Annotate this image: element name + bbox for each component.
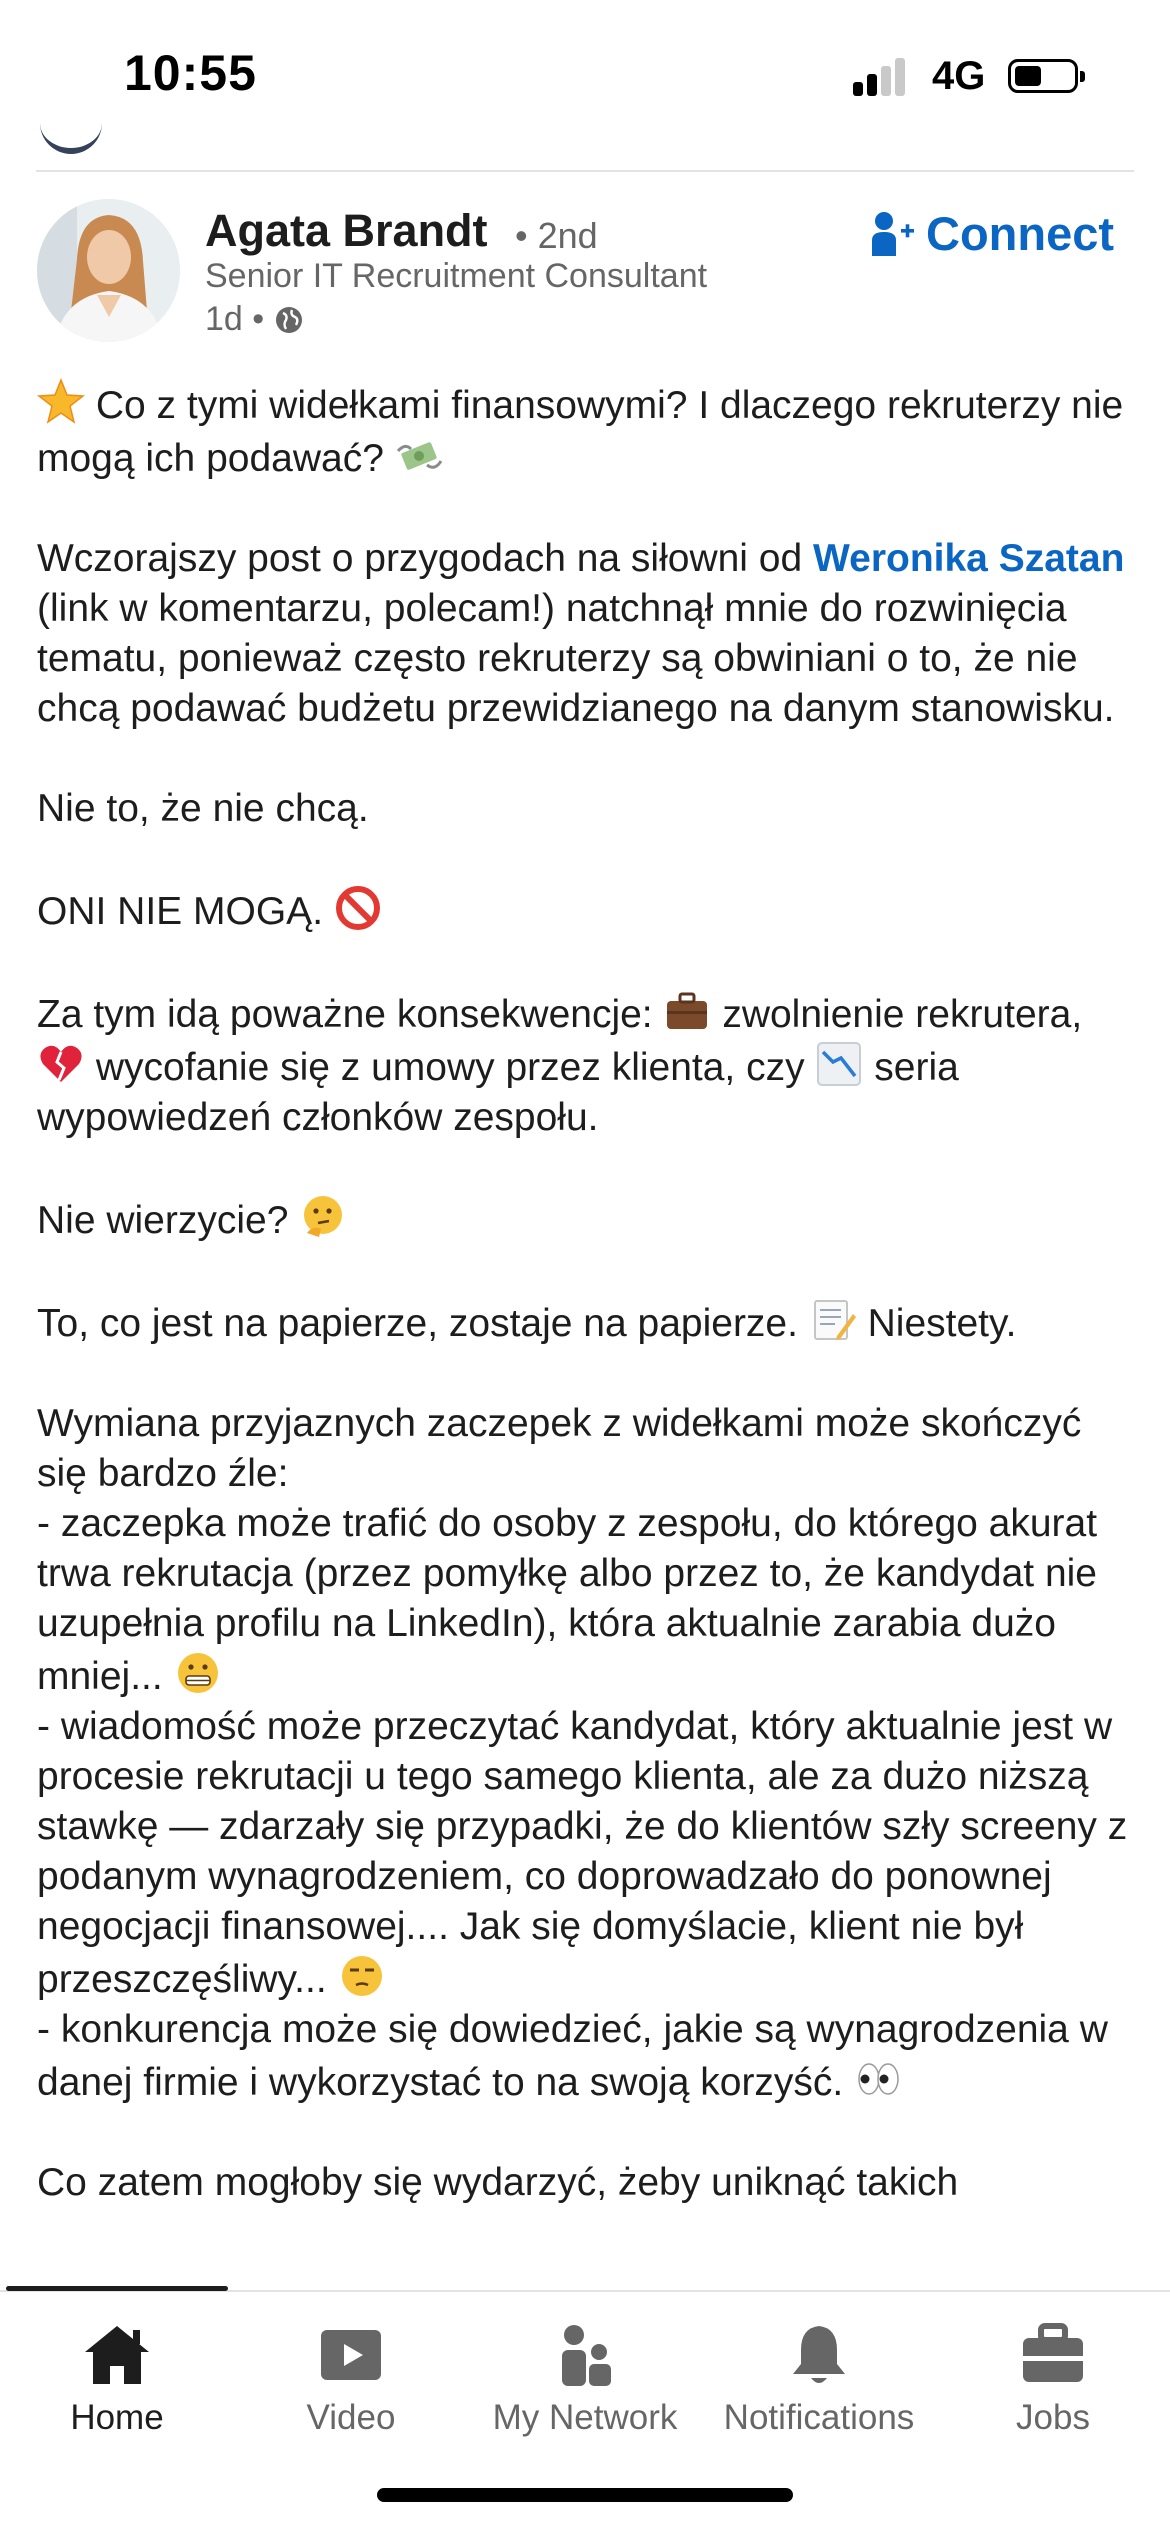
video-icon [315,2322,387,2388]
post-age: 1d • [205,300,265,338]
briefcase-emoji-icon [663,987,711,1035]
no-entry-icon [334,884,382,932]
post-paragraph: Nie wierzycie? [37,1193,1137,1246]
post-meta [205,300,304,339]
signal-icon [853,58,909,96]
post-paragraph: - konkurencja może się dowiedzieć, jakie są wynagrodzenia w danej firmie i wykorzystać to na swoją korzyść. [37,2008,1119,2104]
nav-item-notifications[interactable]: Notifications [702,2304,936,2444]
money-with-wings-icon [395,431,443,479]
unamused-face-icon [338,1952,386,2000]
home-icon [81,2322,153,2388]
nav-active-indicator [6,2286,228,2291]
post-paragraph: To, co jest na papierze, zostaje na papierze. Niestety. [37,1296,1137,1349]
battery-icon [1008,59,1078,93]
author-name[interactable]: Agata Brandt [205,205,488,256]
network-type: 4G [932,54,986,98]
thinking-face-icon [299,1193,347,1241]
post-paragraph: - wiadomość może przeczytać kandydat, który aktualnie jest w procesie rekrutacji u tego samego klienta, ale za dużo niższą stawkę — zdarzały się przypadki, że do klientów szły screeny z podanym wynagrodzeniem, co doprowadzało do ponownej negocjacji finansowej.... Jak się domyślacie, klient nie był przeszczęśliwy... [37,1705,1139,2001]
feed-divider [36,170,1134,172]
post-paragraph: Nie to, że nie chcą. [37,787,369,830]
post-paragraph: Wczorajszy post o przygodach na siłowni od Weronika Szatan (link w komentarzu, polecam!) natchnął mnie do rozwinięcia tematu, ponieważ często rekruterzy są obwiniani o to, że nie chcą podawać budżetu przewidzianego na danym stanowisku. [37,537,1136,730]
connection-degree: • 2nd [515,215,598,256]
connect-button[interactable] [872,203,1114,263]
glowing-star-icon [37,378,85,426]
chart-decreasing-icon [815,1040,863,1088]
grimacing-face-icon [174,1649,222,1697]
connect-label: Connect [926,206,1114,260]
status-time: 10:55 [124,45,257,101]
nav-item-my-network[interactable]: My Network [468,2304,702,2444]
author-headline: Senior IT Recruitment Consultant [205,257,708,295]
post-paragraph: Za tym idą poważne konsekwencje: zwolnienie rekrutera, wycofanie się z umowy przez klienta, czy seria wypowiedzeń członków zespołu. [37,987,1137,1143]
globe-icon [274,305,304,335]
eyes-icon [854,2055,902,2103]
nav-item-jobs[interactable]: Jobs [936,2304,1170,2444]
broken-heart-icon [37,1040,85,1088]
post-body [37,378,1137,2208]
author-avatar[interactable] [37,199,180,342]
bell-icon [783,2322,855,2388]
memo-icon [809,1296,857,1344]
network-icon [549,2322,621,2388]
post-paragraph: Wymiana przyjaznych zaczepek z widełkami może skończyć się bardzo źle: [37,1402,1093,1495]
add-person-icon [872,210,914,256]
status-bar [0,0,1170,150]
briefcase-icon [1017,2322,1089,2388]
post-paragraph: Co zatem mogłoby się wydarzyć, żeby uniknąć takich [37,2161,959,2204]
home-indicator[interactable] [377,2488,793,2502]
post-header [0,195,1170,355]
post-paragraph: Co z tymi widełkami finansowymi? I dlaczego rekruterzy nie mogą ich podawać? [37,378,1137,484]
nav-item-video[interactable]: Video [234,2304,468,2444]
mention-link[interactable]: Weronika Szatan [813,537,1125,580]
post-paragraph: - zaczepka może trafić do osoby z zespołu, do którego akurat trwa rekrutacja (przez pomyłkę albo przez to, że kandydat nie uzupełnia profilu na LinkedIn), która aktualnie zarabia dużo mniej... [37,1502,1108,1698]
nav-item-home[interactable]: Home [0,2304,234,2444]
post-paragraph: ONI NIE MOGĄ. [37,884,1137,937]
